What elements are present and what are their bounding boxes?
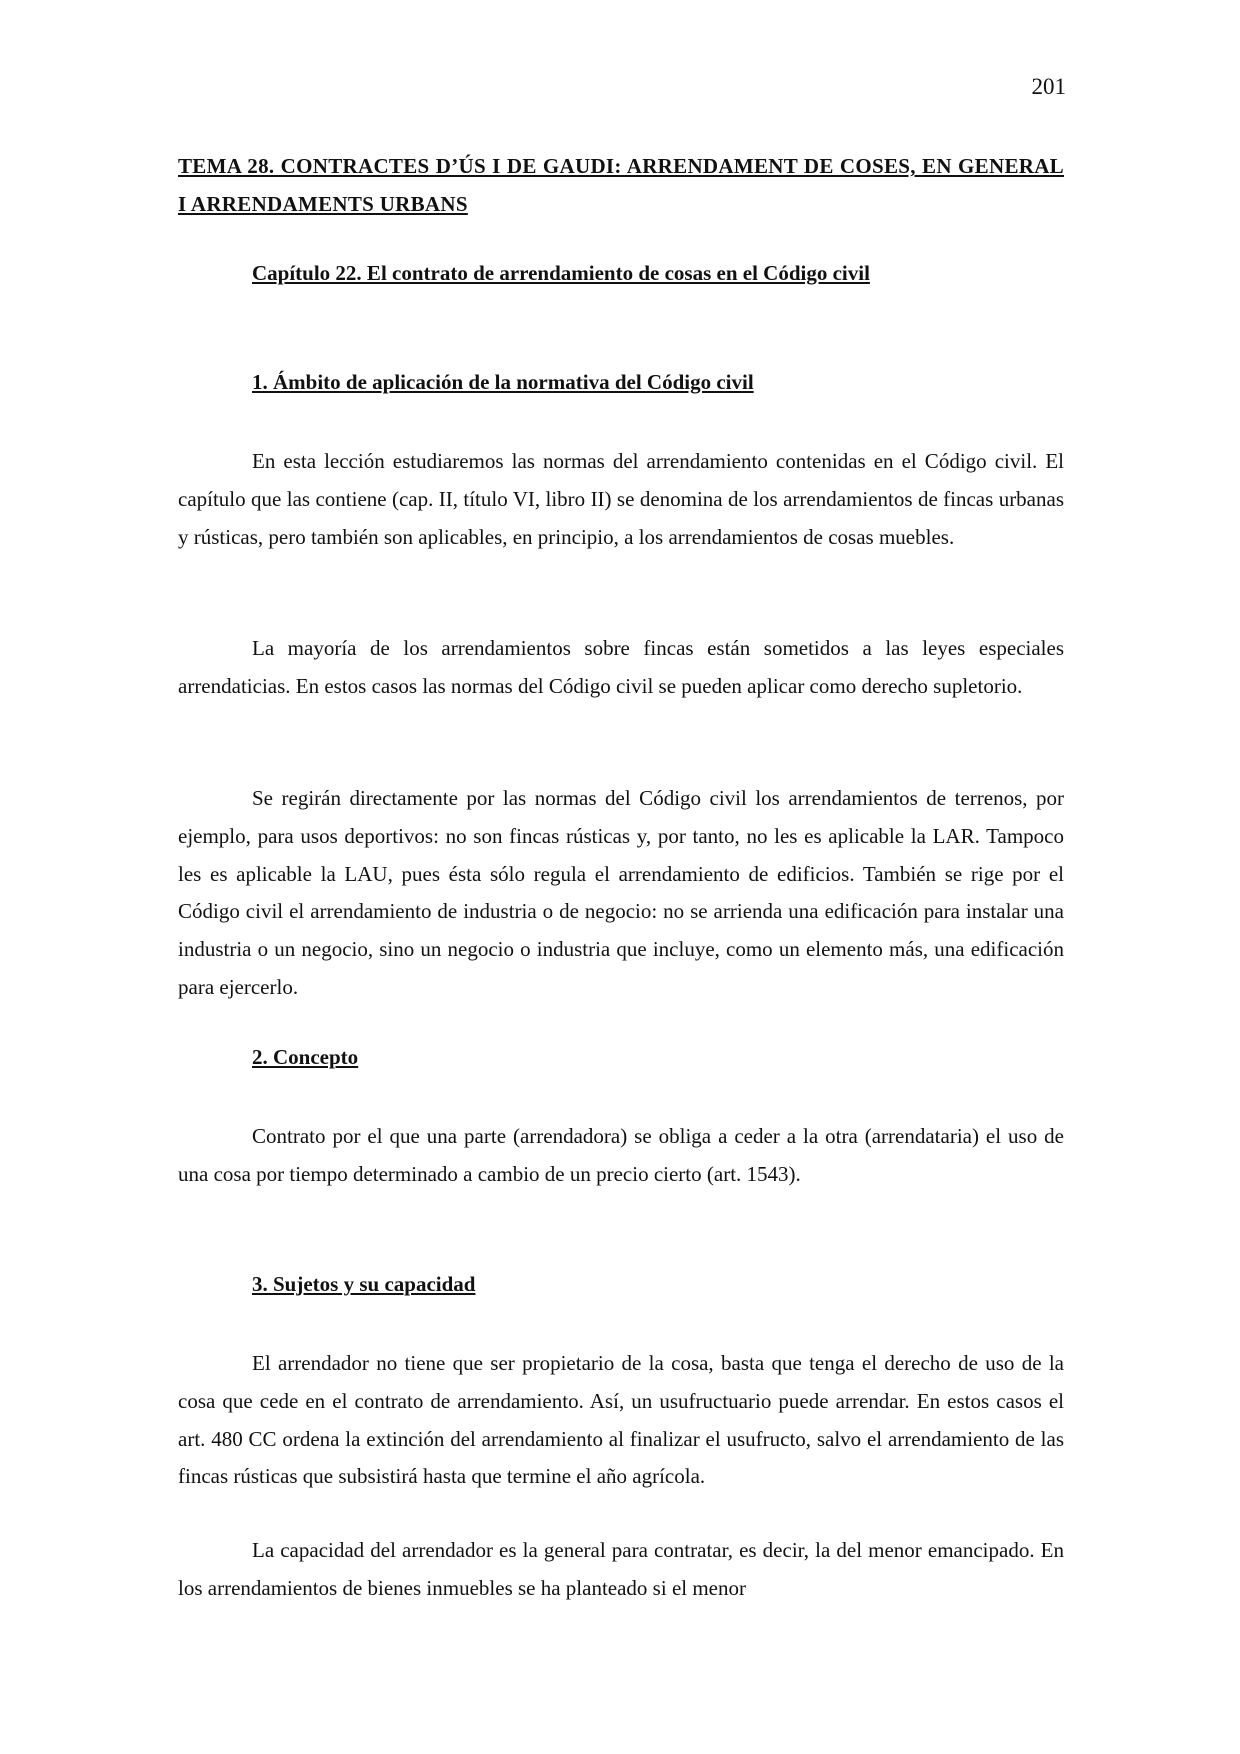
paragraph: La capacidad del arrendador es la general para contratar, es decir, la del menor emancipado. En los arrendamientos de bienes inmuebles se ha planteado si el menor (178, 1538, 1064, 1600)
page-number: 201 (1031, 74, 1066, 99)
paragraph: En esta lección estudiaremos las normas del arrendamiento contenidas en el Código civil. El capítulo que las contiene (cap. II, título VI, libro II) se denomina de los arrendamientos de fincas urbanas y rústicas, pero también son aplicables, en principio, a los arrendamientos de cosas muebles. (178, 449, 1064, 549)
section-heading-ambito: 1. Ámbito de aplicación de la normativa del Código civil (252, 370, 754, 394)
document-title: TEMA 28. CONTRACTES D’ÚS I DE GAUDI: ARRENDAMENT DE COSES, EN GENERAL I ARRENDAMENTS URBANS (178, 154, 1064, 216)
paragraph: Contrato por el que una parte (arrendadora) se obliga a ceder a la otra (arrendataria) el uso de una cosa por tiempo determinado a cambio de un precio cierto (art. 1543). (178, 1124, 1064, 1186)
section-heading-sujetos: 3. Sujetos y su capacidad (252, 1272, 476, 1296)
paragraph: Se regirán directamente por las normas del Código civil los arrendamientos de terrenos, por ejemplo, para usos deportivos: no son fincas rústicas y, por tanto, no les es aplicable la LAR. Tampoco les es aplicable la LAU, pues ésta sólo regula el arrendamiento de edificios. También se rige por el Código civil el arrendamiento de industria o de negocio: no se arrienda una edificación para instalar una industria o un negocio, sino un negocio o industria que incluye, como un elemento más, una edificación para ejercerlo. (178, 786, 1064, 999)
paragraph: La mayoría de los arrendamientos sobre fincas están sometidos a las leyes especiales arrendaticias. En estos casos las normas del Código civil se pueden aplicar como derecho supletorio. (178, 636, 1064, 698)
paragraph: El arrendador no tiene que ser propietario de la cosa, basta que tenga el derecho de uso de la cosa que cede en el contrato de arrendamiento. Así, un usufructuario puede arrendar. En estos casos el art. 480 CC ordena la extinción del arrendamiento al finalizar el usufructo, salvo el arrendamiento de las fincas rústicas que subsistirá hasta que termine el año agrícola. (178, 1351, 1064, 1489)
section-heading-concepto: 2. Concepto (252, 1045, 359, 1069)
chapter-title: Capítulo 22. El contrato de arrendamiento de cosas en el Código civil (252, 261, 870, 285)
